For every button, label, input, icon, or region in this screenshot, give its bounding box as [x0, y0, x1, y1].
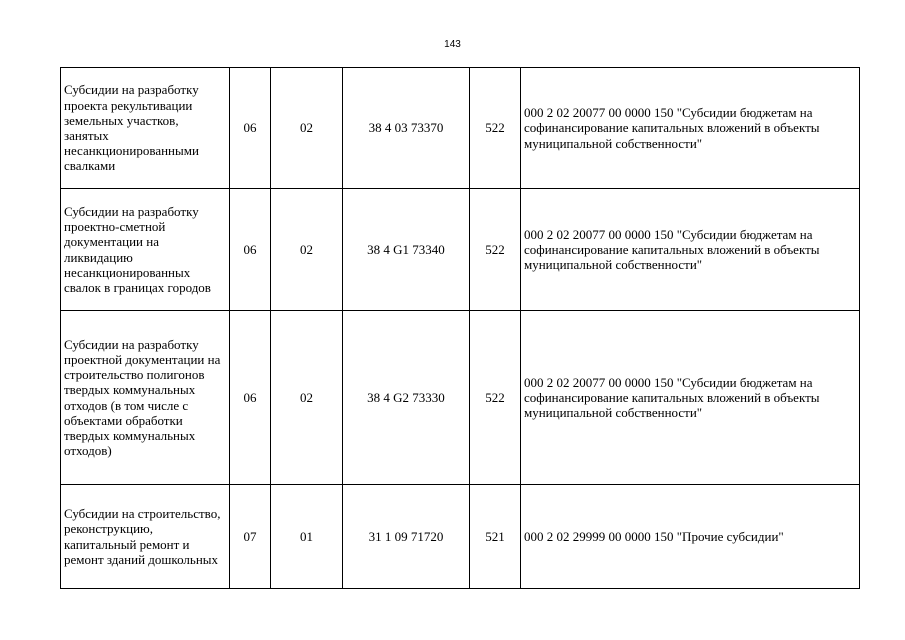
section-code: 06	[230, 311, 271, 485]
subsidy-name-cell	[61, 311, 230, 485]
subsidy-name-cell	[61, 68, 230, 189]
target-article-code: 38 4 03 73370	[343, 68, 470, 189]
subsidy-table	[60, 67, 860, 589]
table-row	[61, 189, 860, 311]
subsection-code: 02	[271, 311, 343, 485]
section-code: 06	[230, 68, 271, 189]
table-row	[61, 68, 860, 189]
revenue-code: 000 2 02 20077 00 0000 150 "Субсидии бюджетам на софинансирование капитальных вложений в объекты муниципальной собственности"	[521, 189, 860, 311]
subsidy-name: Субсидии на разработку проектно-сметной документации на ликвидацию несанкционированных свалок в границах городов	[64, 203, 211, 295]
expense-type-code: 522	[470, 68, 521, 189]
section-code: 06	[230, 189, 271, 311]
section-code: 07	[230, 485, 271, 589]
page-number: 143	[444, 39, 461, 50]
subsidy-name-cell	[61, 189, 230, 311]
subsection-code: 01	[271, 485, 343, 589]
subsection-code: 02	[271, 189, 343, 311]
target-article-code: 38 4 G1 73340	[343, 189, 470, 311]
subsidy-name: Субсидии на разработку проектной документации на строительство полигонов твердых коммунальных отходов (в том числе с объектами обработки твердых коммунальных отходов)	[64, 336, 221, 459]
revenue-code: 000 2 02 29999 00 0000 150 "Прочие субсидии"	[521, 485, 860, 589]
subsidy-name-cell	[61, 485, 230, 589]
revenue-code: 000 2 02 20077 00 0000 150 "Субсидии бюджетам на софинансирование капитальных вложений в объекты муниципальной собственности"	[521, 68, 860, 189]
subsidy-name: Субсидии на разработку проекта рекультивации земельных участков, занятых несанкционированными свалками	[64, 82, 199, 174]
expense-type-code: 522	[470, 189, 521, 311]
revenue-code: 000 2 02 20077 00 0000 150 "Субсидии бюджетам на софинансирование капитальных вложений в объекты муниципальной собственности"	[521, 311, 860, 485]
subsection-code: 02	[271, 68, 343, 189]
expense-type-code: 521	[470, 485, 521, 589]
expense-type-code: 522	[470, 311, 521, 485]
target-article-code: 31 1 09 71720	[343, 485, 470, 589]
table-row	[61, 485, 860, 589]
subsidy-name: Субсидии на строительство, реконструкцию, капитальный ремонт и ремонт зданий дошкольных	[64, 506, 221, 567]
table-row	[61, 311, 860, 485]
target-article-code: 38 4 G2 73330	[343, 311, 470, 485]
